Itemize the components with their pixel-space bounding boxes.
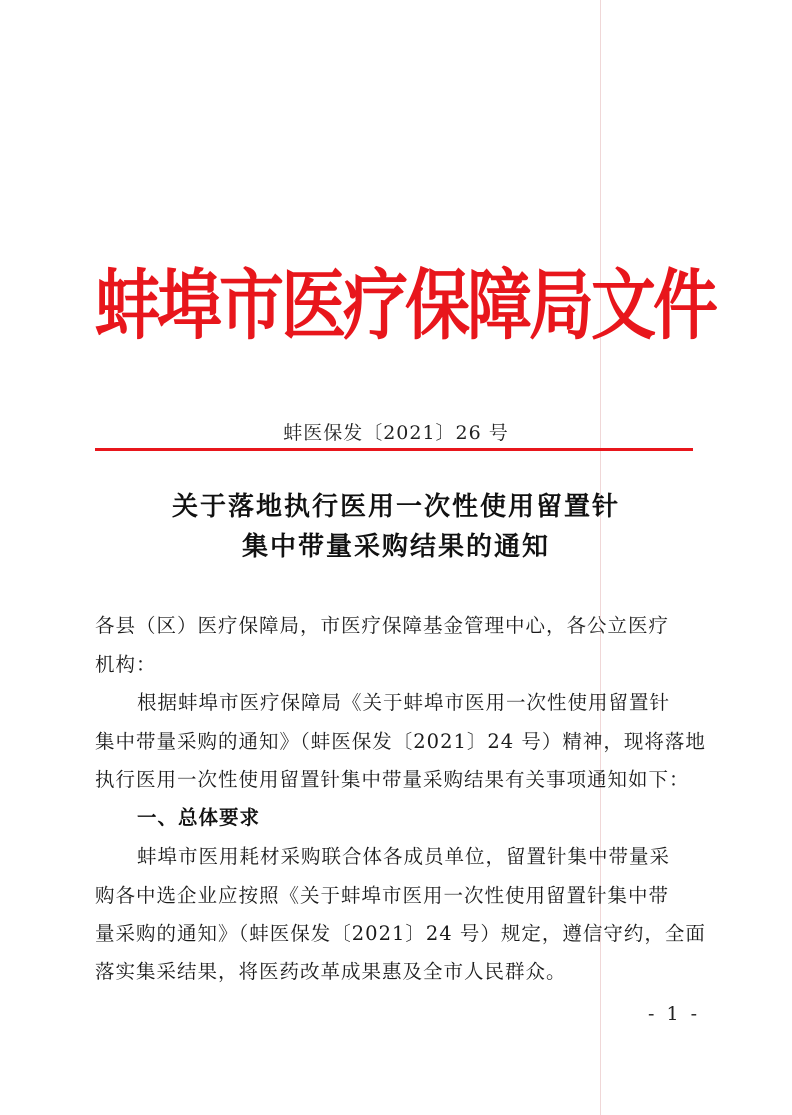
notice-title-line-1: 关于落地执行医用一次性使用留置针: [171, 492, 620, 522]
paragraph-1-line-1: 根据蚌埠市医疗保障局《关于蚌埠市医用一次性使用留置针: [137, 691, 671, 714]
document-number: 蚌医保发〔2021〕26 号: [283, 422, 509, 444]
section-1-heading: 一、总体要求: [137, 806, 261, 829]
paragraph-1-line-2: 集中带量采购的通知》（蚌医保发〔2021〕24 号）精神，现将落地: [95, 730, 706, 753]
paragraph-2-line-4: 落实集采结果，将医药改革成果惠及全市人民群众。: [95, 960, 567, 983]
recipients-line-1: 各县（区）医疗保障局，市医疗保障基金管理中心，各公立医疗: [95, 614, 670, 637]
masthead-title: 蚌埠市医疗保障局文件: [95, 262, 716, 351]
recipients-line-2: 机构：: [95, 653, 157, 676]
notice-title-line-2: 集中带量采购结果的通知: [241, 532, 550, 562]
paragraph-1-line-3: 执行医用一次性使用留置针集中带量采购结果有关事项通知如下：: [95, 768, 690, 791]
red-separator-line: [95, 448, 693, 451]
paragraph-2-line-2: 购各中选企业应按照《关于蚌埠市医用一次性使用留置针集中带: [95, 884, 670, 907]
paragraph-2-line-1: 蚌埠市医用耗材采购联合体各成员单位，留置针集中带量采: [137, 845, 671, 868]
page-number: - 1 -: [648, 1003, 701, 1025]
paragraph-2-line-3: 量采购的通知》（蚌医保发〔2021〕24 号）规定，遵信守约，全面: [95, 922, 706, 945]
